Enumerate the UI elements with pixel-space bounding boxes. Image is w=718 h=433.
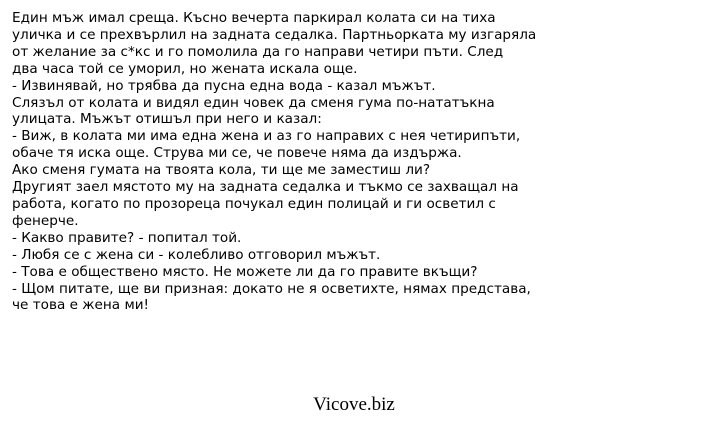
joke-line: Слязъл от колата и видял един човек да сменя гума по-нататъкна xyxy=(12,94,495,111)
joke-line: - Какво правите? - попитал той. xyxy=(12,229,242,246)
joke-line: уличка и се прехвърлил на задната седалка. Партньорката му изгаряла xyxy=(12,26,537,43)
joke-line: Един мъж имал среща. Късно вечерта паркирал колата си на тиха xyxy=(12,10,496,26)
joke-line: работа, когато по прозореца почукал един полицай и ги осветил с xyxy=(12,195,496,212)
joke-line: - Това е обществено място. Не можете ли да го правите вкъщи? xyxy=(12,263,478,280)
joke-line: обаче тя иска още. Струва ми се, че повече няма да издържа. xyxy=(12,145,462,162)
joke-line: от желание за с*кс и го помолила да го направи четири пъти. След xyxy=(12,43,504,60)
joke-line: два часа той се уморил, но жената искала още. xyxy=(12,60,358,77)
joke-text xyxy=(12,10,712,314)
joke-line: че това е жена ми! xyxy=(12,297,149,314)
joke-line: фенерче. xyxy=(12,212,79,229)
site-watermark: Vicove.biz xyxy=(313,394,395,415)
joke-line: Другият заел мястото му на задната седалка и тъкмо се захващал на xyxy=(12,179,519,196)
joke-line: Ако сменя гумата на твоята кола, ти ще ме заместиш ли? xyxy=(12,162,431,179)
joke-line: - Щом питате, ще ви призная: докато не я осветихте, нямах представа, xyxy=(12,280,531,297)
joke-line: - Виж, в колата ми има една жена и аз го направих с нея четирипъти, xyxy=(12,128,521,145)
joke-line: - Любя се с жена си - колебливо отговорил мъжът. xyxy=(12,246,381,263)
joke-line: - Извинявай, но трябва да пусна една вода - казал мъжът. xyxy=(12,77,436,94)
joke-line: улицата. Мъжът отишъл при него и казал: xyxy=(12,111,322,128)
